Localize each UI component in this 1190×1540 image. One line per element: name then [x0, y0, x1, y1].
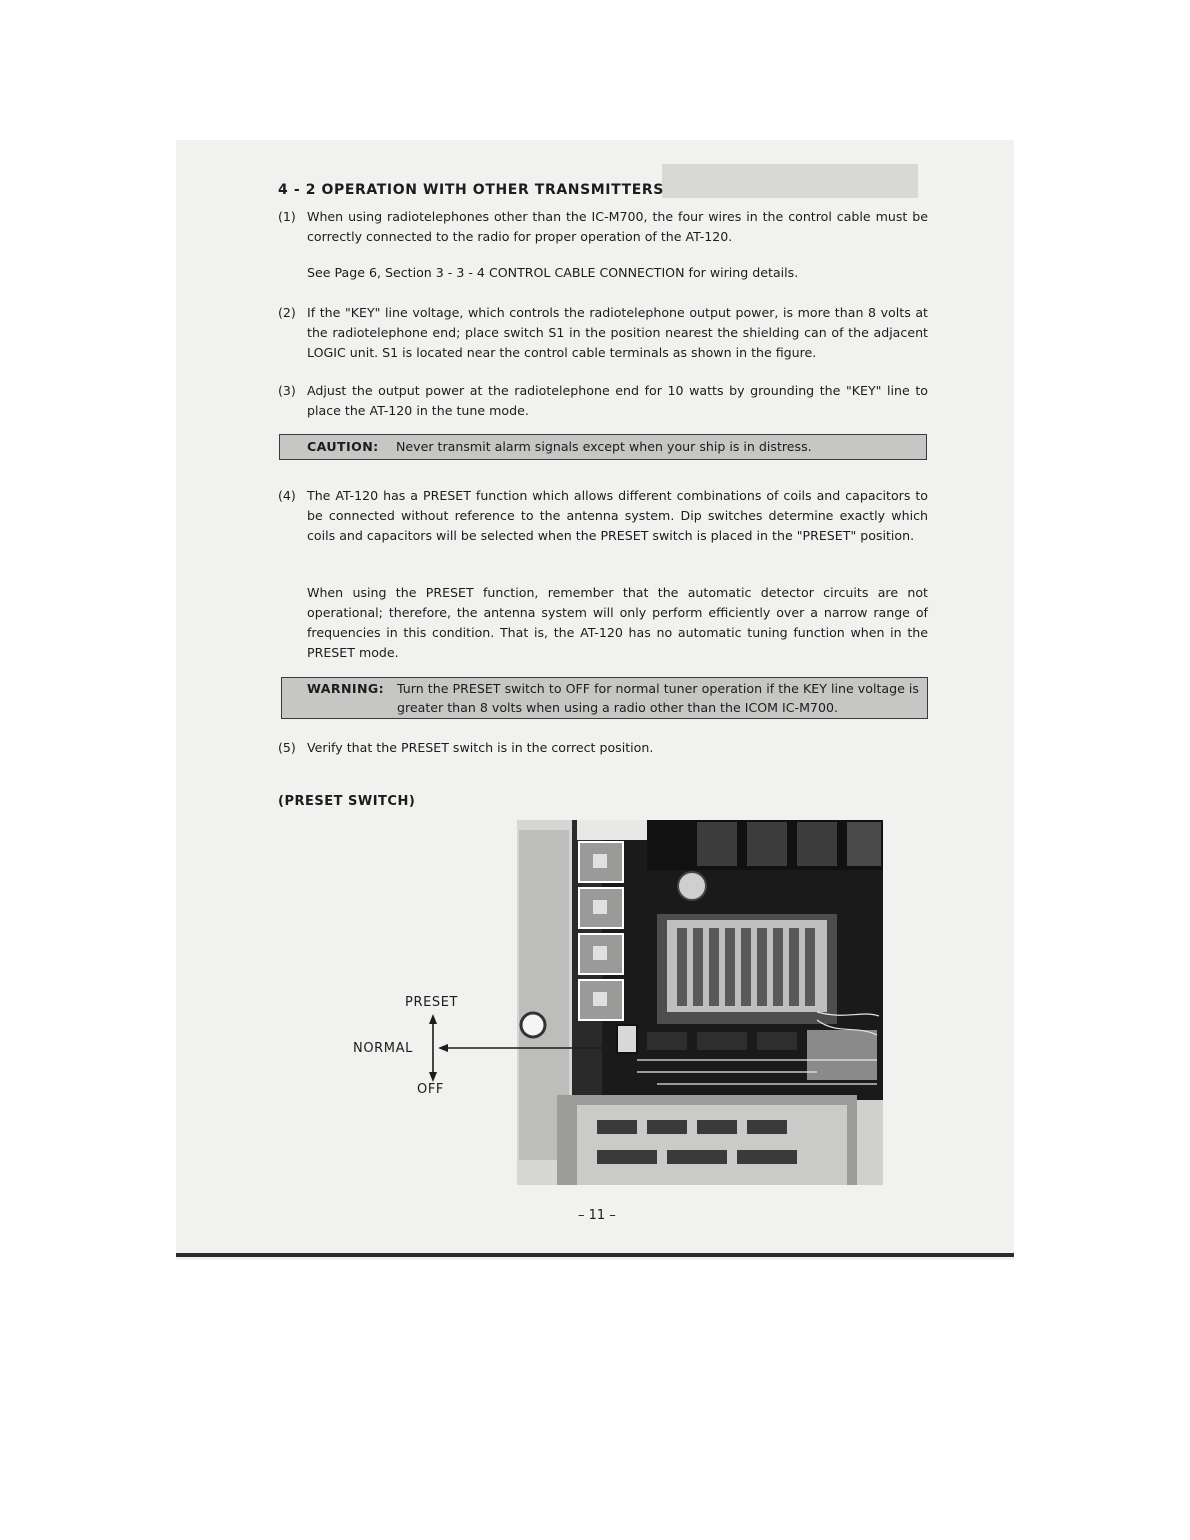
list-item-1	[278, 207, 928, 247]
item-text: When using radiotelephones other than the IC-M700, the four wires in the control cable must be correctly connected to the radio for proper operation of the AT-120.	[307, 209, 928, 244]
off-label: OFF	[417, 1082, 444, 1097]
list-item-4	[278, 486, 928, 566]
item-number: (2)	[278, 305, 296, 320]
bleed-through-banner	[662, 164, 918, 198]
warning-box	[281, 677, 928, 719]
caution-text: Never transmit alarm signals except when your ship is in distress.	[396, 439, 812, 454]
item-text: Adjust the output power at the radiotelephone end for 10 watts by grounding the "KEY" line to place the AT-120 in the tune mode.	[307, 383, 928, 418]
caution-box	[279, 434, 927, 460]
item-number: (3)	[278, 383, 296, 398]
page-bottom-rule	[176, 1253, 1014, 1257]
item-text: If the "KEY" line voltage, which controls the radiotelephone output power, is more than 8 volts at the radiotelephone end; place switch S1 in the position nearest the shielding can of the adjacent LOGIC unit. S1 is located near the control cable terminals as shown in the figure.	[307, 305, 928, 360]
arrow-up-icon	[429, 1014, 437, 1024]
circuit-board-illustration	[517, 820, 883, 1185]
arrow-left-icon	[438, 1044, 448, 1052]
switch-position-arrows	[420, 1012, 625, 1084]
item-number: (4)	[278, 488, 296, 503]
warning-text: Turn the PRESET switch to OFF for normal tuner operation if the KEY line voltage is greater than 8 volts when using a radio other than the ICOM IC-M700.	[397, 681, 919, 715]
preset-note: When using the PRESET function, remember that the automatic detector circuits are not operational; therefore, the antenna system will only perform efficiently over a narrow range of frequencies in this condition. That is, the AT-120 has no automatic tuning function when in the PRESET mode.	[307, 585, 928, 660]
figure-title: (PRESET SWITCH)	[278, 794, 416, 809]
see-page-note: See Page 6, Section 3 - 3 - 4 CONTROL CABLE CONNECTION for wiring details.	[307, 265, 799, 280]
list-item-2	[278, 303, 928, 363]
warning-label: WARNING:	[307, 681, 385, 696]
page-number: – 11 –	[578, 1208, 616, 1223]
list-item-3	[278, 381, 928, 421]
normal-label: NORMAL	[353, 1041, 413, 1056]
section-heading: 4 - 2 OPERATION WITH OTHER TRANSMITTERS	[278, 182, 664, 198]
item-text: The AT-120 has a PRESET function which allows different combinations of coils and capacitors to be connected without reference to the antenna system. Dip switches determine exactly which coils and capacitors will be selected when the PRESET switch is placed in the "PRESET" position.	[307, 488, 928, 543]
item-number: (5)	[278, 740, 296, 755]
list-item-5	[278, 738, 928, 758]
caution-label: CAUTION:	[307, 439, 379, 454]
arrow-down-icon	[429, 1072, 437, 1082]
preset-label: PRESET	[405, 995, 459, 1010]
item-number: (1)	[278, 209, 296, 224]
item-text: Verify that the PRESET switch is in the correct position.	[307, 740, 654, 755]
circuit-board-photo	[517, 820, 883, 1185]
